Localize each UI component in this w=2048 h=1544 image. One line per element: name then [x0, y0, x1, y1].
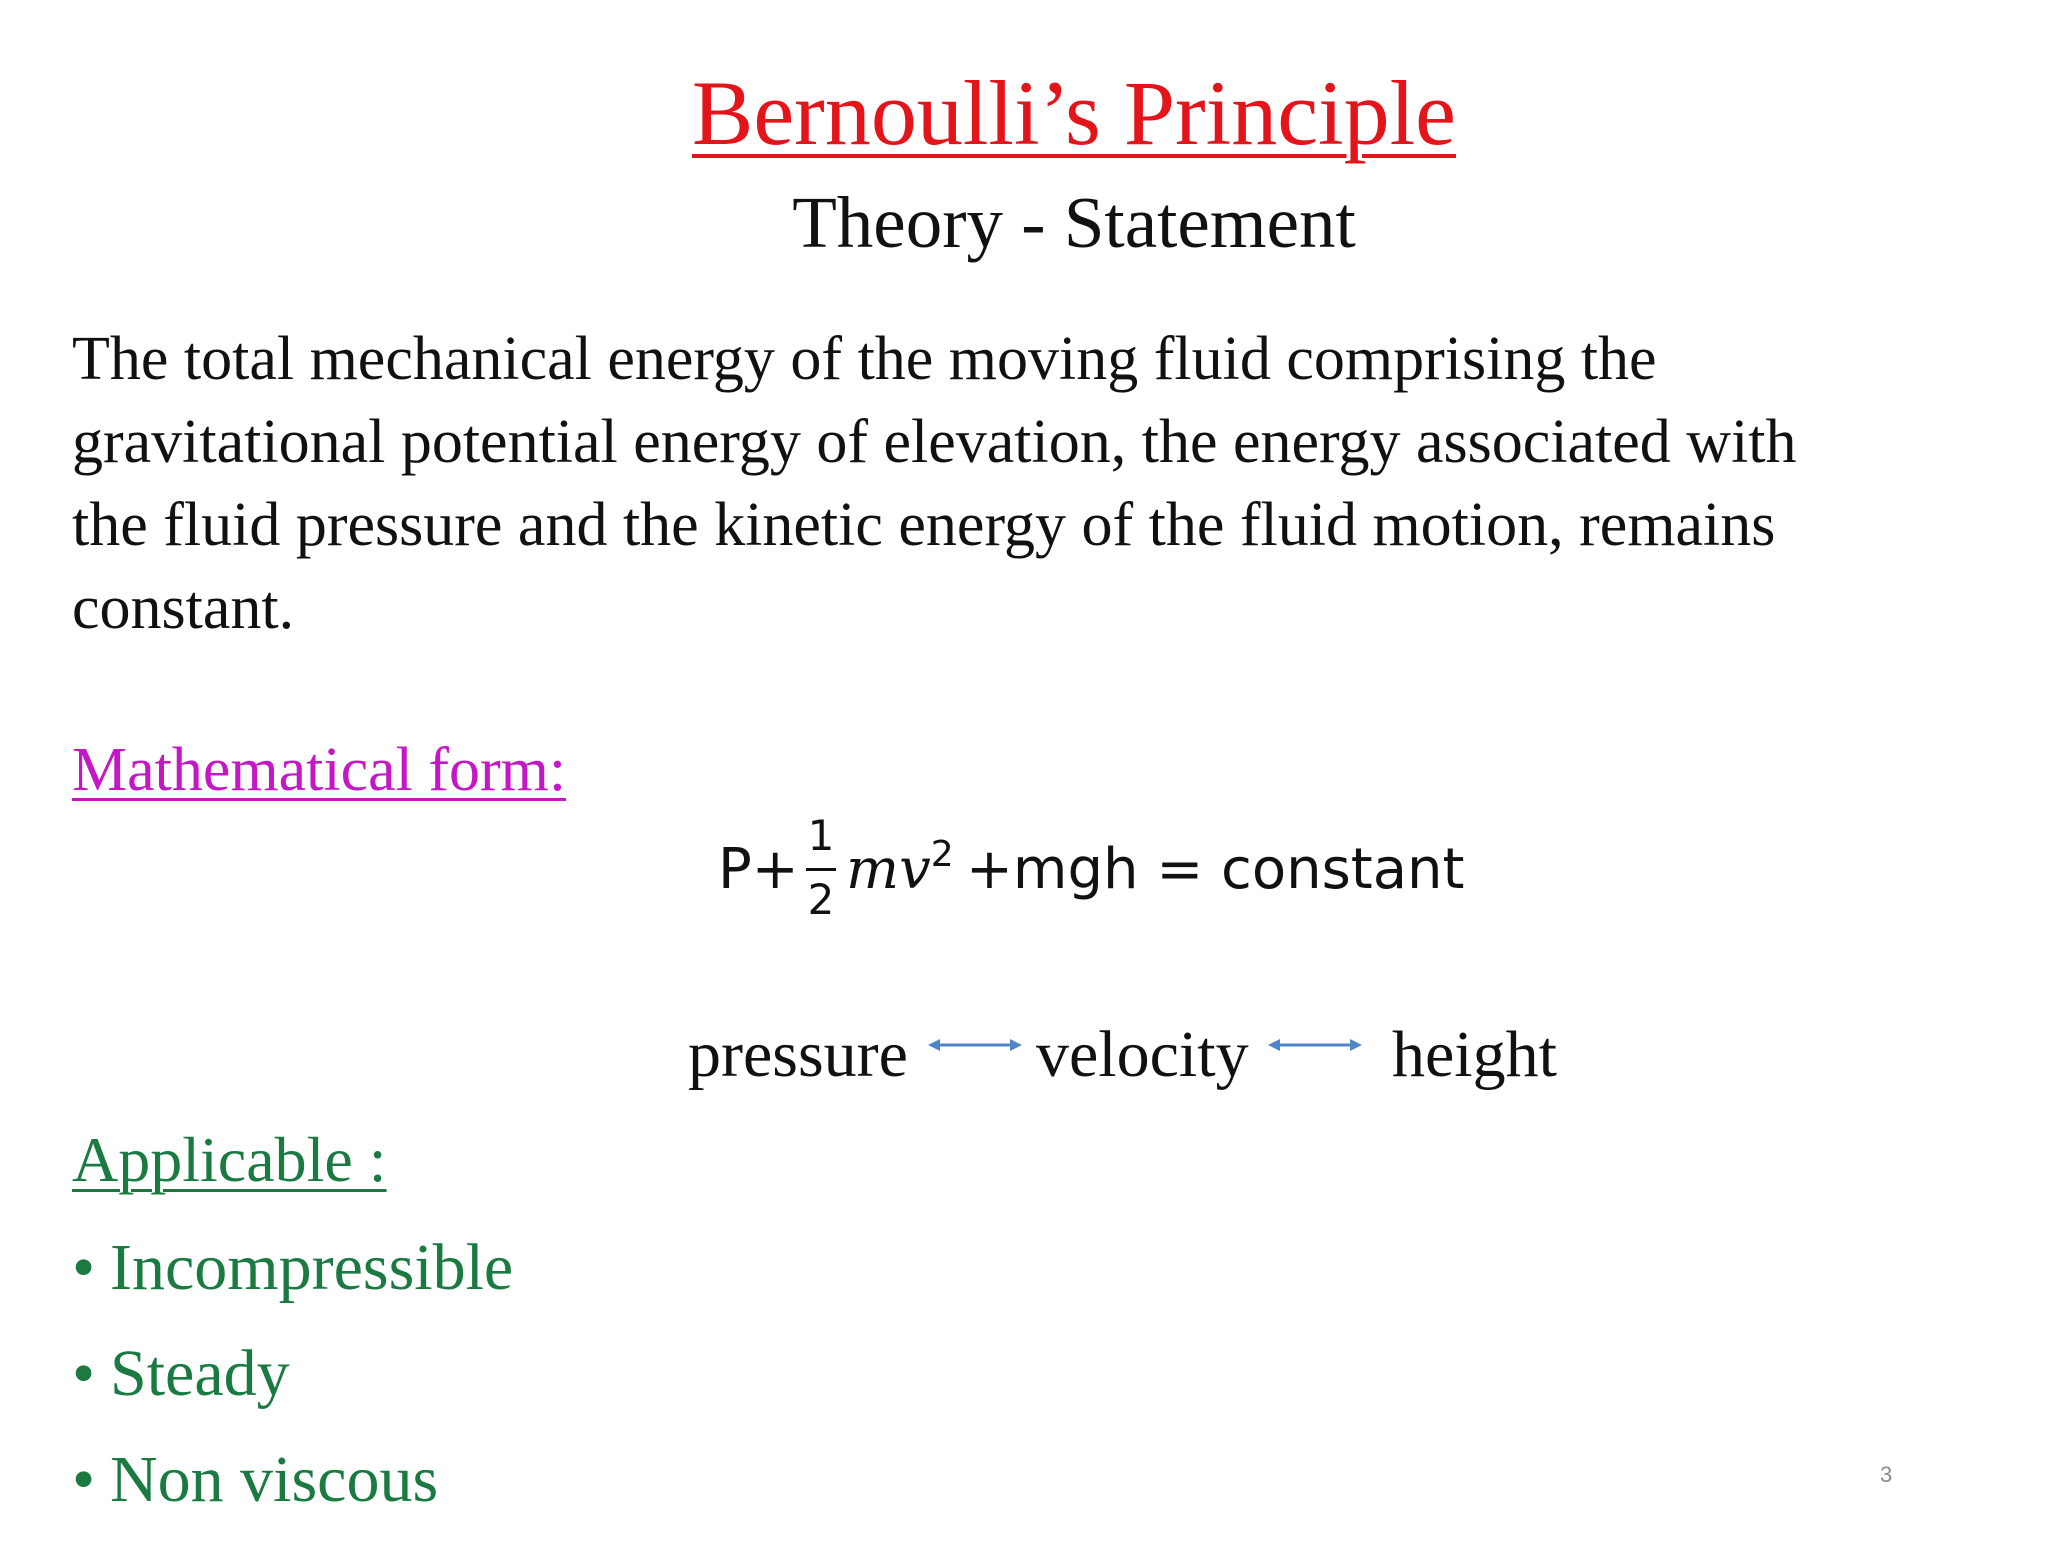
slide-title [0, 58, 2048, 168]
fraction-denominator: 2 [807, 875, 835, 924]
relation-velocity: velocity [1036, 1018, 1249, 1091]
statement-line: constant. [72, 574, 295, 642]
double-arrow-icon [1266, 1030, 1364, 1060]
formula-pressure-term: P+ [718, 837, 799, 902]
statement-line: the fluid pressure and the kinetic energy of the fluid motion, remains [72, 491, 1776, 559]
fraction-numerator: 1 [807, 811, 835, 860]
fraction-bar [806, 868, 836, 871]
slide-subtitle: Theory - Statement [792, 182, 1356, 263]
slide-title-text: Bernoulli’s Principle [691, 62, 1457, 164]
applicable-heading: Applicable : [72, 1124, 387, 1195]
double-arrow-icon [926, 1030, 1024, 1060]
bullet-icon: • [72, 1337, 96, 1410]
bullet-icon: • [72, 1231, 96, 1304]
bullet-icon: • [72, 1443, 96, 1516]
list-item-label: Steady [110, 1337, 290, 1410]
formula-mv: mv [846, 837, 931, 902]
page-number: 3 [1880, 1462, 1893, 1487]
relation-height: height [1392, 1018, 1557, 1091]
list-item-label: Non viscous [110, 1443, 439, 1516]
list-item [72, 1332, 513, 1438]
statement-line: gravitational potential energy of elevation, the energy associated with [72, 408, 1797, 476]
list-item [72, 1438, 513, 1544]
formula-kinetic-term [846, 834, 954, 902]
statement-line: The total mechanical energy of the moving fluid comprising the [72, 325, 1657, 393]
list-item-label: Incompressible [110, 1231, 514, 1304]
formula-exponent: 2 [930, 834, 954, 875]
relation-pressure: pressure [688, 1018, 908, 1091]
formula-rest: +mgh = constant [966, 837, 1465, 902]
list-item [72, 1226, 513, 1332]
statement-paragraph [72, 318, 2002, 650]
mathematical-form-heading: Mathematical form: [72, 736, 567, 804]
applicable-list [72, 1226, 513, 1544]
